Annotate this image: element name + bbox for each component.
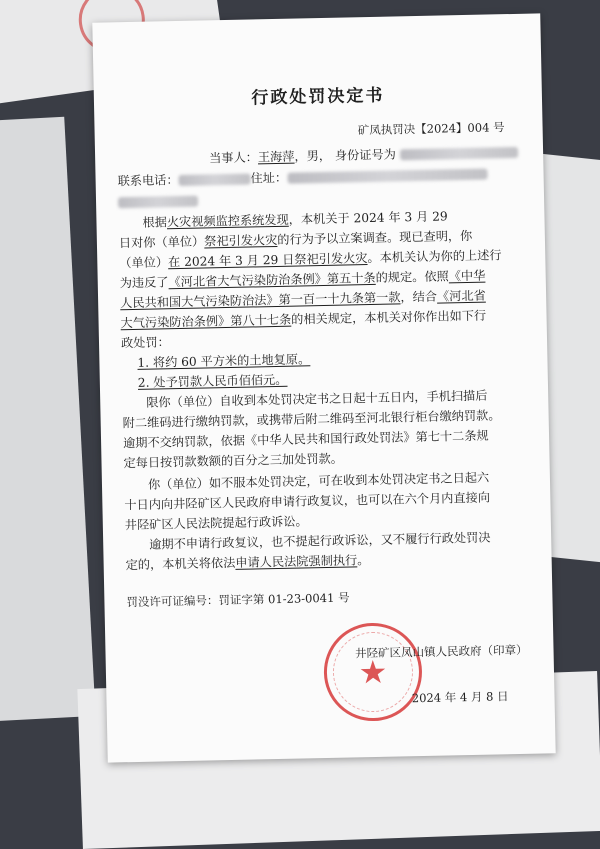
penalty-item-1: 1. 将约 60 平方米的土地复原。: [137, 352, 311, 370]
para1-line3: （单位）在 2024 年 3 月 29 日祭祀引发火灾。本机关认为你的上述行: [119, 248, 502, 271]
para4-line1: 逾期不申请行政复议，也不提起行政诉讼，又不履行行政处罚决: [149, 530, 491, 552]
official-seal: [323, 622, 423, 722]
seal-star-icon: ★: [358, 652, 388, 692]
para2-line4: 定每日按罚款数额的百分之三加处罚款。: [123, 451, 344, 471]
para3-line1: 你（单位）如不服本处罚决定，可在收到本处罚决定书之日起六: [147, 470, 490, 492]
para4-line2: 定的，本机关将依法申请人民法院强制执行。: [125, 553, 370, 573]
para1-line2: 日对你（单位）祭祀引发火灾的行为予以立案调查。现已查明，你: [118, 228, 473, 251]
redacted-id: [400, 147, 518, 160]
penalty-item-2: 2. 处予罚款人民币佰佰元。: [137, 372, 288, 390]
issuing-authority: 井陉矿区凤山镇人民政府（印章）: [354, 642, 528, 661]
para2-line3: 逾期不交纳罚款，依据《中华人民共和国行政处罚法》第七十二条规: [122, 428, 489, 451]
para1-line5: 人民共和国大气污染防治法》第一百一十九条第一款，结合《河北省: [120, 288, 486, 311]
document-number: 矿凤执罚决【2024】004 号: [357, 120, 505, 138]
party-name: 王海萍: [257, 149, 295, 165]
para2-line2: 附二维码进行缴纳罚款，或携带后附二维码至河北银行柜台缴纳罚款。: [122, 408, 501, 431]
background-paper-left: [0, 117, 96, 724]
party-line: 当事人：王海萍，男， 身份证号为: [117, 142, 527, 171]
redacted-address-2: [118, 196, 198, 209]
para3-line3: 井陉矿区人民法院提起行政诉讼。: [124, 514, 308, 533]
issue-date: 2024 年 4 月 8 日: [411, 689, 509, 706]
contact-line: 联系电话： 住址：: [117, 163, 527, 192]
para1-line7: 政处罚：: [120, 335, 170, 351]
license-number: 罚没许可证编号：罚证字第 01-23-0041 号: [126, 590, 350, 610]
penalty-decision-document: [92, 13, 555, 762]
document-title: 行政处罚决定书: [251, 85, 385, 109]
para1-line6: 大气污染防治条例》第八十七条的相关规定，本机关对你作出如下行: [120, 308, 487, 331]
para1-line4: 为违反了《河北省大气污染防治条例》第五十条的规定。依照《中华: [119, 268, 486, 291]
redacted-phone: [178, 173, 250, 186]
para2-line1: 限你（单位）自收到本处罚决定书之日起十五日内，手机扫描后: [146, 388, 488, 410]
para3-line2: 十日内向井陉矿区人民政府申请行政复议，也可以在六个月内直接向: [124, 490, 491, 513]
para1-line1: 根据火灾视频监控系统发现，本机关于 2024 年 3 月 29: [142, 209, 448, 230]
redacted-address: [287, 169, 487, 184]
